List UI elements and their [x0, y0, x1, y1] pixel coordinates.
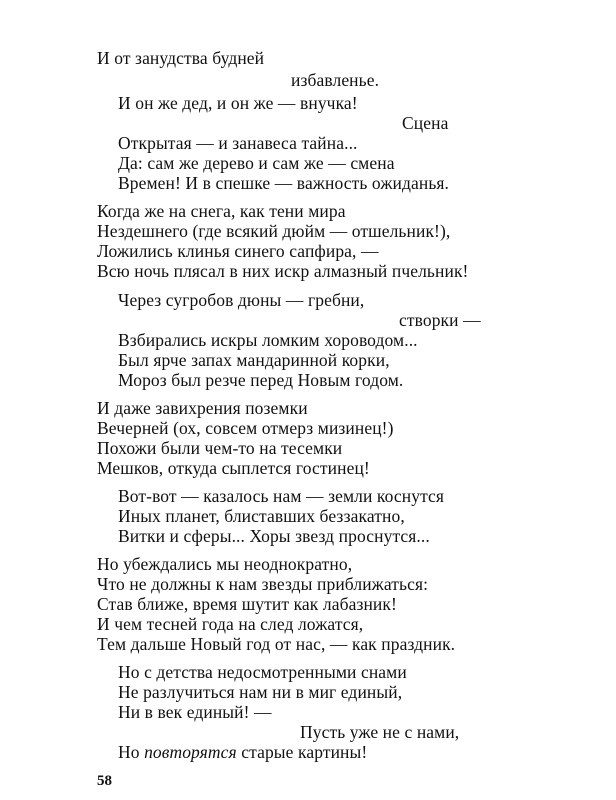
poem-line: Вечерней (ох, совсем отмерз мизинец!) [97, 418, 394, 438]
poem-line: Пусть уже не с нами, [300, 722, 460, 742]
poem-line: Ложились клинья синего сапфира, — [97, 241, 379, 261]
poem-line: Да: сам же дерево и сам же — смена [118, 153, 395, 173]
poem-line-end: старые картины! [241, 742, 368, 762]
poem-line: Сцена [402, 113, 449, 133]
poem-line: И даже завихрения поземки [97, 398, 308, 418]
poem-line: И от занудства будней [97, 48, 265, 68]
poem-line: створки — [399, 310, 481, 330]
page-number: 58 [97, 773, 112, 789]
poem-line: Всю ночь плясал в них искр алмазный пчельник! [97, 261, 469, 281]
poem-line: Похожи были чем-то на тесемки [97, 438, 343, 458]
poem-line: И чем тесней года на след ложатся, [97, 614, 364, 634]
poem-line: Что не должны к нам звезды приближаться: [97, 574, 429, 594]
poem-line: И он же дед, и он же — внучка! [118, 93, 358, 113]
poem-line: Открытая — и занавеса тайна... [118, 133, 358, 153]
poem-line: Став ближе, время шутит как лабазник! [97, 594, 397, 614]
poem-line-start: Но [118, 742, 140, 762]
poem-line: Мороз был резче перед Новым годом. [118, 370, 404, 390]
poem-line: Не разлучиться нам ни в миг единый, [118, 682, 403, 702]
poem-line: избавленье. [291, 70, 380, 90]
poem-line: Взбирались искры ломким хороводом... [118, 330, 418, 350]
poem-line: Был ярче запах мандаринной корки, [118, 350, 390, 370]
poem-line: Ни в век единый! — [118, 702, 272, 722]
poem-line: Но убеждались мы неоднократно, [97, 554, 353, 574]
poem-line: Нездешнего (где всякий дюйм — отшельник!), [97, 221, 451, 241]
italic-word: повторятся [144, 742, 237, 762]
poem-line: Тем дальше Новый год от нас, — как праздник. [97, 634, 456, 654]
poem-line: Мешков, откуда сыплется гостинец! [97, 458, 370, 478]
poem-line: Витки и сферы... Хоры звезд проснутся... [118, 526, 430, 546]
poem-line [118, 742, 367, 762]
poem-line: Иных планет, блиставших беззакатно, [118, 506, 405, 526]
poem-line: Когда же на снега, как тени мира [97, 201, 346, 221]
poem-line: Вот-вот — казалось нам — земли коснутся [118, 486, 445, 506]
poem-line: Через сугробов дюны — гребни, [118, 290, 365, 310]
poem-line: Времен! И в спешке — важность ожиданья. [118, 173, 450, 193]
poem-line: Но с детства недосмотренными снами [118, 662, 407, 682]
